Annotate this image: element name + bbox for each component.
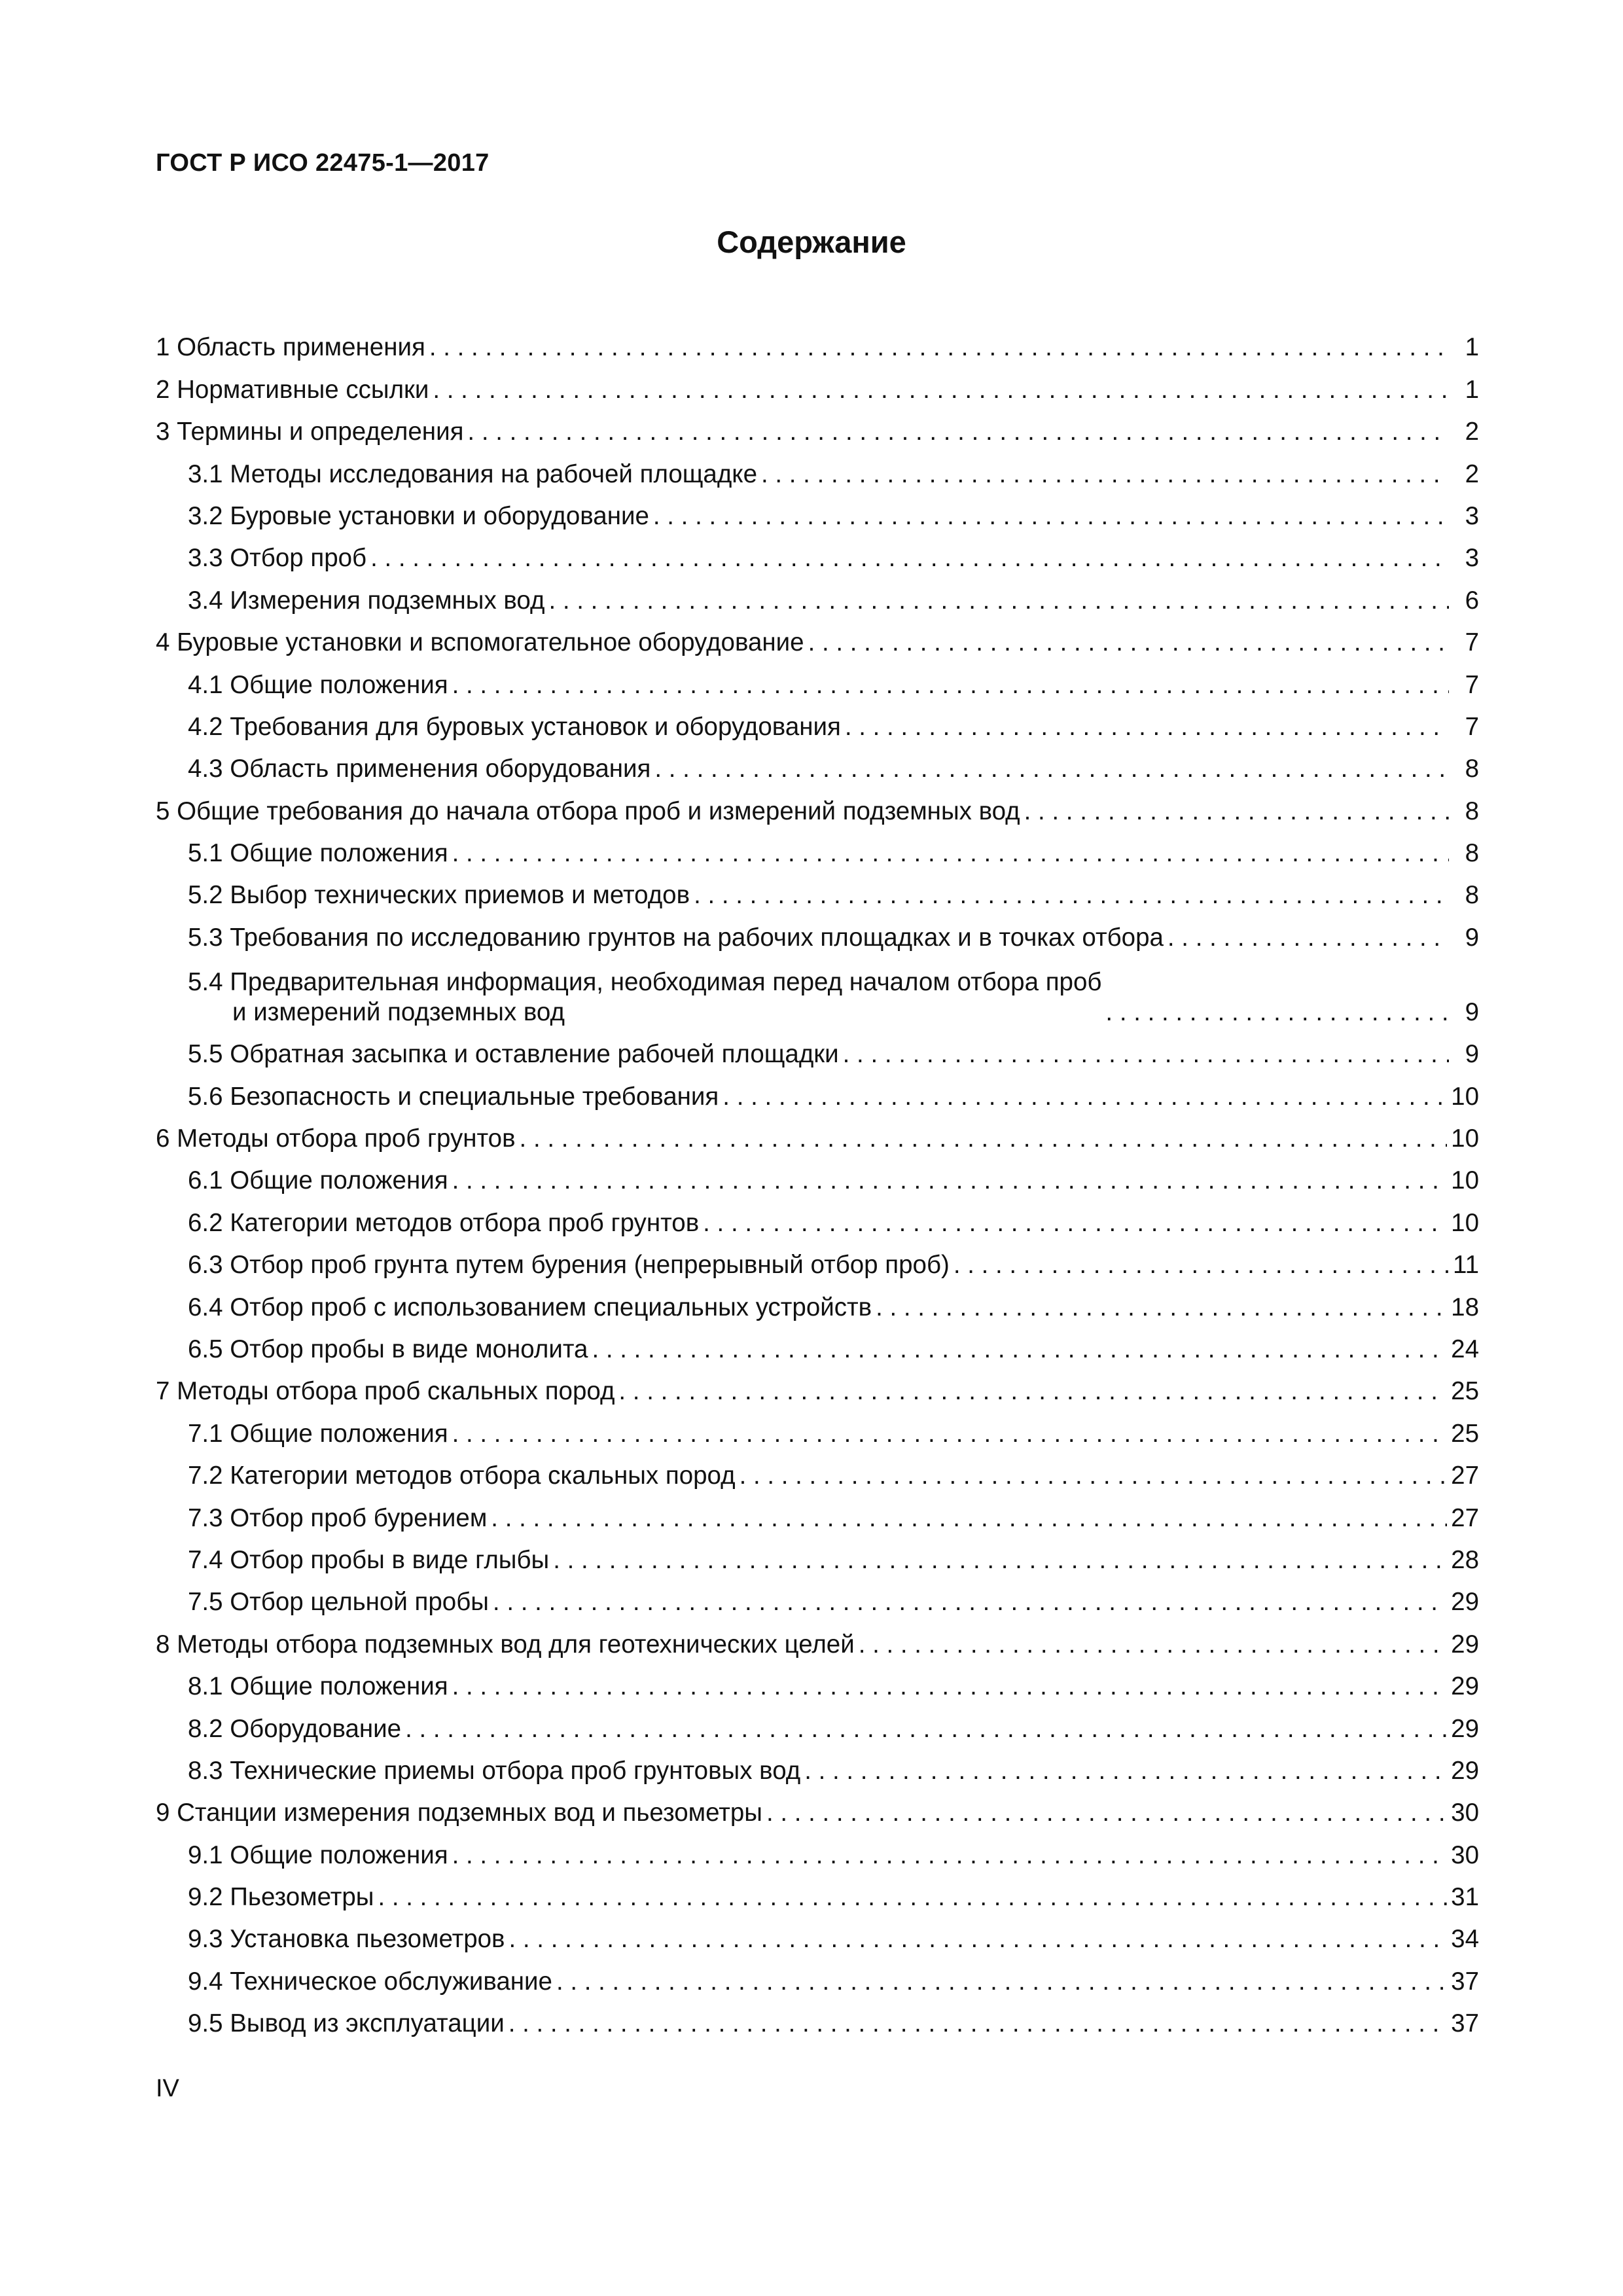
toc-entry-page: 27 — [1451, 1503, 1479, 1532]
toc-entry-label: 5.6 Безопасность и специальные требования — [188, 1082, 719, 1111]
toc-entry[interactable] — [156, 363, 1479, 404]
toc-leader-dots — [703, 1208, 1447, 1238]
toc-entry[interactable] — [156, 784, 1479, 826]
toc-leader-dots — [808, 628, 1449, 658]
toc-entry-label: 6.2 Категории методов отбора проб грунтов — [188, 1208, 700, 1237]
toc-entry[interactable] — [156, 1534, 1479, 1575]
toc-entry-label: 3 Термины и определения — [156, 418, 464, 446]
toc-entry-label: 9.5 Вывод из эксплуатации — [188, 2009, 505, 2038]
document-code: ГОСТ Р ИСО 22475-1—2017 — [156, 149, 490, 177]
toc-entry-label: 6.1 Общие положения — [188, 1166, 448, 1195]
toc-entry-page: 2 — [1465, 459, 1479, 488]
toc-entry-page: 2 — [1465, 418, 1479, 446]
toc-entry[interactable] — [156, 1912, 1479, 1954]
toc-leader-dots — [722, 1082, 1447, 1112]
toc-entry[interactable] — [156, 1069, 1479, 1111]
toc-entry[interactable] — [156, 1028, 1479, 1069]
toc-leader-dots — [1105, 997, 1449, 1028]
toc-entry-page: 8 — [1465, 797, 1479, 825]
toc-entry-page: 34 — [1451, 1925, 1479, 1954]
toc-leader-dots — [491, 1503, 1447, 1534]
toc-entry-label: 3.3 Отбор проб — [188, 544, 367, 573]
page-number: IV — [156, 2075, 179, 2102]
toc-entry[interactable] — [156, 1702, 1479, 1744]
toc-entry-page: 29 — [1451, 1630, 1479, 1659]
toc-entry-page: 29 — [1451, 1588, 1479, 1617]
toc-entry[interactable] — [156, 1238, 1479, 1280]
toc-leader-dots — [761, 459, 1449, 490]
toc-entry-page: 24 — [1451, 1335, 1479, 1363]
toc-entry-label: 6.4 Отбор проб с использованием специальных устройств — [188, 1293, 872, 1321]
toc-entry-page: 30 — [1451, 1799, 1479, 1827]
toc-entry-label — [188, 967, 1101, 1028]
toc-entry[interactable] — [156, 827, 1479, 869]
toc-entry-label: 5.2 Выбор технических приемов и методов — [188, 881, 690, 910]
toc-leader-dots — [618, 1376, 1447, 1407]
toc-leader-dots — [429, 332, 1449, 363]
toc-entry-label: 8.1 Общие положения — [188, 1672, 448, 1701]
toc-entry[interactable] — [156, 1112, 1479, 1154]
toc-entry[interactable] — [156, 1196, 1479, 1238]
toc-leader-dots — [509, 1924, 1448, 1954]
toc-entry[interactable] — [156, 1323, 1479, 1365]
toc-entry-label: 7.3 Отбор проб бурением — [188, 1503, 488, 1532]
table-of-contents — [156, 321, 1479, 2039]
toc-entry-page: 30 — [1451, 1840, 1479, 1869]
toc-entry-label: 4.3 Область применения оборудования — [188, 755, 651, 783]
toc-entry-page: 3 — [1465, 544, 1479, 573]
toc-entry[interactable] — [156, 953, 1479, 1028]
toc-entry-page: 10 — [1451, 1166, 1479, 1195]
toc-entry-page: 8 — [1465, 755, 1479, 783]
toc-entry-label: 6 Методы отбора проб грунтов — [156, 1124, 516, 1153]
toc-entry-page: 10 — [1451, 1208, 1479, 1237]
toc-entry[interactable] — [156, 405, 1479, 447]
toc-leader-dots — [548, 586, 1449, 616]
page-title: Содержание — [717, 224, 906, 259]
toc-entry[interactable] — [156, 1871, 1479, 1912]
toc-entry-label: 7.5 Отбор цельной пробы — [188, 1588, 489, 1617]
toc-leader-dots — [452, 1166, 1448, 1196]
toc-leader-dots — [804, 1756, 1447, 1786]
toc-entry-page: 3 — [1465, 501, 1479, 530]
toc-leader-dots — [467, 417, 1449, 447]
toc-leader-dots — [405, 1714, 1447, 1744]
toc-leader-dots — [740, 1461, 1448, 1491]
toc-entry-page: 27 — [1451, 1462, 1479, 1490]
toc-entry[interactable] — [156, 1365, 1479, 1407]
toc-entry-label: 8.3 Технические приемы отбора проб грунтовых вод — [188, 1756, 801, 1785]
toc-entry-label-continuation: и измерений подземных вод — [232, 997, 565, 1026]
toc-leader-dots — [654, 754, 1449, 784]
toc-leader-dots — [653, 501, 1449, 531]
toc-entry[interactable] — [156, 1744, 1479, 1786]
toc-entry-page: 1 — [1465, 375, 1479, 404]
toc-leader-dots — [520, 1124, 1448, 1154]
toc-entry-page: 28 — [1451, 1545, 1479, 1574]
toc-entry[interactable] — [156, 1954, 1479, 1996]
toc-entry-label: 9.1 Общие положения — [188, 1840, 448, 1869]
toc-entry-page: 9 — [1465, 1040, 1479, 1069]
toc-entry-label: 2 Нормативные ссылки — [156, 375, 429, 404]
toc-entry-label: 9.2 Пьезометры — [188, 1883, 374, 1912]
toc-leader-dots — [843, 1039, 1449, 1069]
toc-entry[interactable] — [156, 447, 1479, 489]
toc-entry[interactable] — [156, 1575, 1479, 1617]
toc-entry[interactable] — [156, 1280, 1479, 1322]
toc-entry-label: 6.5 Отбор пробы в виде монолита — [188, 1335, 588, 1363]
toc-entry-page: 9 — [1465, 923, 1479, 952]
toc-entry-page: 25 — [1451, 1377, 1479, 1406]
toc-leader-dots — [508, 2009, 1447, 2039]
toc-entry-label: 5.3 Требования по исследованию грунтов на рабочих площадках и в точках отбора — [188, 923, 1164, 952]
toc-entry[interactable] — [156, 869, 1479, 910]
toc-entry[interactable] — [156, 1154, 1479, 1196]
toc-entry-page: 1 — [1465, 333, 1479, 362]
toc-entry-label: 3.4 Измерения подземных вод — [188, 586, 545, 615]
toc-entry-label: 4 Буровые установки и вспомогательное оборудование — [156, 628, 804, 657]
toc-leader-dots — [556, 1967, 1447, 1997]
toc-entry[interactable] — [156, 700, 1479, 742]
toc-entry[interactable] — [156, 1828, 1479, 1870]
toc-entry-label: 9.4 Техническое обслуживание — [188, 1967, 552, 1996]
toc-entry-label: 5.1 Общие положения — [188, 839, 448, 868]
toc-entry[interactable] — [156, 1491, 1479, 1533]
toc-entry[interactable] — [156, 1617, 1479, 1659]
toc-entry-label: 4.2 Требования для буровых установок и оборудования — [188, 712, 841, 741]
toc-leader-dots — [954, 1250, 1449, 1280]
toc-entry-page: 25 — [1451, 1419, 1479, 1448]
toc-entry[interactable] — [156, 1407, 1479, 1448]
toc-entry-label: 3.1 Методы исследования на рабочей площадке — [188, 459, 757, 488]
toc-entry[interactable] — [156, 742, 1479, 784]
toc-leader-dots — [378, 1882, 1447, 1912]
toc-entry-label: 7.1 Общие положения — [188, 1419, 448, 1448]
toc-entry-page: 31 — [1451, 1883, 1479, 1912]
toc-entry-label: 6.3 Отбор проб грунта путем бурения (непрерывный отбор проб) — [188, 1251, 950, 1280]
toc-leader-dots — [493, 1587, 1447, 1617]
toc-entry-page: 6 — [1465, 586, 1479, 615]
toc-leader-dots — [694, 880, 1449, 910]
toc-entry-page: 8 — [1465, 839, 1479, 868]
toc-entry[interactable] — [156, 490, 1479, 531]
toc-leader-dots — [553, 1545, 1447, 1575]
toc-entry-page: 37 — [1451, 1967, 1479, 1996]
toc-entry-page: 7 — [1465, 712, 1479, 741]
toc-entry-label: 7.4 Отбор пробы в виде глыбы — [188, 1545, 550, 1574]
toc-leader-dots — [452, 670, 1449, 700]
toc-entry-page: 9 — [1465, 997, 1479, 1026]
toc-leader-dots — [1168, 923, 1449, 953]
toc-entry[interactable] — [156, 616, 1479, 658]
toc-entry[interactable] — [156, 658, 1479, 700]
toc-leader-dots — [452, 1840, 1448, 1871]
toc-leader-dots — [1024, 797, 1449, 827]
toc-entry-label: 5 Общие требования до начала отбора проб и измерений подземных вод — [156, 797, 1020, 825]
toc-entry[interactable] — [156, 321, 1479, 363]
toc-leader-dots — [766, 1798, 1447, 1828]
toc-leader-dots — [452, 1419, 1448, 1449]
toc-entry[interactable] — [156, 1660, 1479, 1702]
toc-entry-label: 9.3 Установка пьезометров — [188, 1925, 505, 1954]
toc-entry-page: 29 — [1451, 1756, 1479, 1785]
toc-leader-dots — [433, 375, 1449, 405]
toc-leader-dots — [452, 1672, 1448, 1702]
toc-leader-dots — [592, 1335, 1447, 1365]
toc-entry[interactable] — [156, 1786, 1479, 1828]
toc-leader-dots — [876, 1293, 1447, 1323]
toc-entry-page: 7 — [1465, 670, 1479, 699]
toc-entry-page: 10 — [1451, 1082, 1479, 1111]
toc-entry-label: 7.2 Категории методов отбора скальных пород — [188, 1462, 736, 1490]
toc-entry-page: 29 — [1451, 1714, 1479, 1743]
toc-entry-label-line: 5.4 Предварительная информация, необходимая перед началом отбора проб — [188, 967, 1102, 996]
toc-entry-label: 3.2 Буровые установки и оборудование — [188, 501, 649, 530]
toc-entry-page: 37 — [1451, 2009, 1479, 2038]
toc-entry-page: 11 — [1453, 1251, 1479, 1280]
toc-entry-page: 29 — [1451, 1672, 1479, 1701]
toc-entry-label: 4.1 Общие положения — [188, 670, 448, 699]
toc-leader-dots — [845, 712, 1449, 742]
toc-entry-label: 1 Область применения — [156, 333, 425, 362]
toc-leader-dots — [452, 838, 1449, 869]
toc-entry[interactable] — [156, 531, 1479, 573]
toc-entry-label: 8.2 Оборудование — [188, 1714, 402, 1743]
toc-entry[interactable] — [156, 1997, 1479, 2039]
toc-entry[interactable] — [156, 1449, 1479, 1491]
toc-entry[interactable] — [156, 573, 1479, 615]
toc-entry-page: 18 — [1451, 1293, 1479, 1321]
toc-entry-page: 8 — [1465, 881, 1479, 910]
toc-entry-label: 5.5 Обратная засыпка и оставление рабочей площадки — [188, 1040, 839, 1069]
toc-leader-dots — [370, 543, 1449, 573]
toc-entry-label: 7 Методы отбора проб скальных пород — [156, 1377, 615, 1406]
toc-entry-page: 10 — [1451, 1124, 1479, 1153]
toc-entry-label: 9 Станции измерения подземных вод и пьезометры — [156, 1799, 762, 1827]
toc-leader-dots — [859, 1630, 1447, 1660]
toc-entry-page: 7 — [1465, 628, 1479, 657]
toc-entry[interactable] — [156, 910, 1479, 952]
toc-entry-label: 8 Методы отбора подземных вод для геотехнических целей — [156, 1630, 855, 1659]
